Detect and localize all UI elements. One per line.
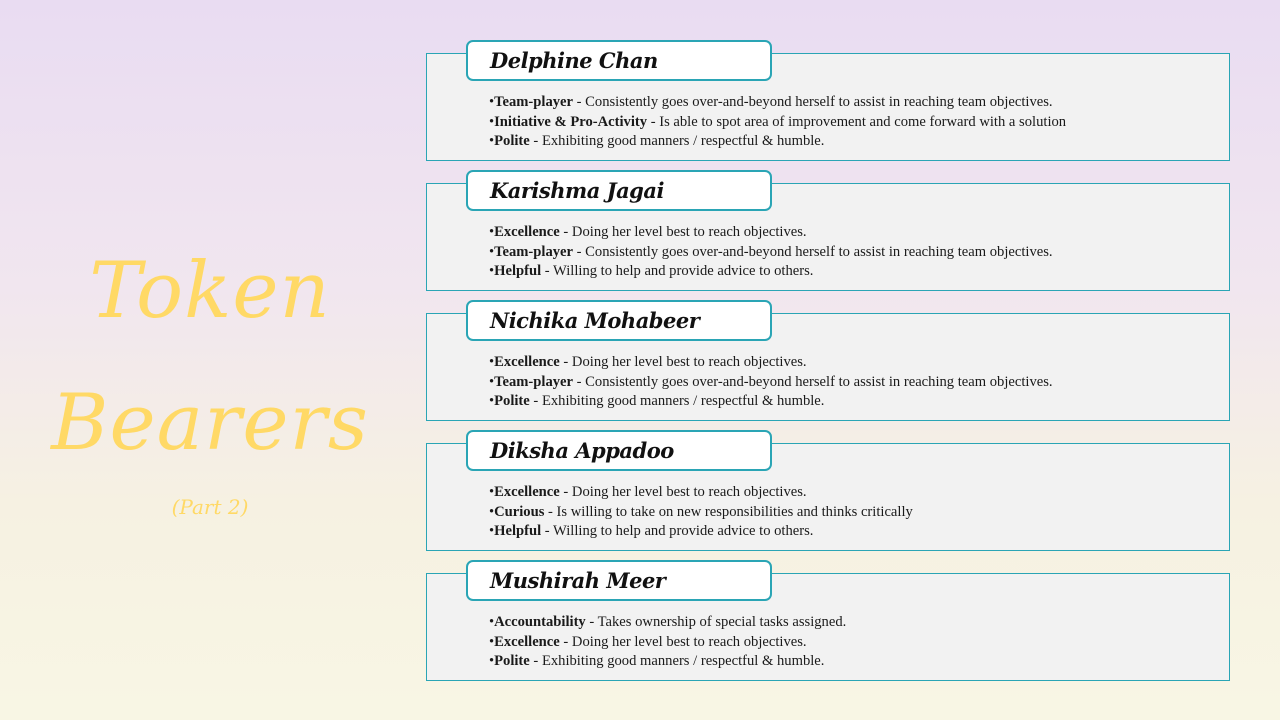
- bullet: •: [489, 523, 495, 540]
- trait-item: [489, 652, 1219, 672]
- trait-label: Team-player: [494, 373, 574, 390]
- trait-desc: - Doing her level best to reach objectives.: [559, 224, 807, 240]
- trait-label: Team-player: [494, 94, 574, 110]
- trait-item: [489, 522, 1219, 542]
- slide-title: [40, 225, 380, 519]
- trait-item: [489, 243, 1219, 263]
- trait-item: [489, 503, 1219, 523]
- bullet: •: [489, 373, 495, 390]
- bullet: •: [489, 503, 495, 520]
- trait-list: [489, 353, 1219, 412]
- trait-label: Excellence: [494, 354, 560, 370]
- bullet: •: [489, 614, 495, 630]
- trait-desc: - Is willing to take on new responsibilities and thinks critically: [544, 503, 913, 520]
- trait-desc: - Doing her level best to reach objectives.: [559, 354, 807, 370]
- trait-label: Team-player: [494, 243, 574, 260]
- people-list: [426, 40, 1230, 690]
- trait-list: [489, 483, 1219, 542]
- trait-label: Accountability: [494, 614, 586, 630]
- bullet: •: [489, 113, 495, 130]
- trait-desc: - Exhibiting good manners / respectful & humble.: [529, 133, 825, 150]
- trait-label: Polite: [494, 133, 530, 150]
- trait-item: [489, 392, 1219, 412]
- person-card: [426, 300, 1230, 420]
- trait-item: [489, 223, 1219, 243]
- trait-label: Excellence: [494, 484, 560, 500]
- title-line-2: Bearers: [51, 378, 369, 468]
- trait-desc: - Takes ownership of special tasks assigned.: [585, 614, 847, 630]
- trait-label: Initiative & Pro-Activity: [494, 113, 648, 130]
- trait-desc: - Consistently goes over-and-beyond herself to assist in reaching team objectives.: [573, 94, 1053, 110]
- trait-item: [489, 353, 1219, 373]
- trait-list: [489, 93, 1219, 152]
- person-card: [426, 430, 1230, 550]
- trait-item: [489, 633, 1219, 653]
- person-card: [426, 40, 1230, 160]
- bullet: •: [489, 393, 495, 410]
- trait-list: [489, 613, 1219, 672]
- trait-label: Helpful: [494, 523, 542, 540]
- trait-label: Excellence: [494, 224, 560, 240]
- trait-desc: - Willing to help and provide advice to others.: [541, 523, 814, 540]
- trait-item: [489, 93, 1219, 113]
- person-card: [426, 170, 1230, 290]
- trait-item: [489, 373, 1219, 393]
- trait-item: [489, 262, 1219, 282]
- trait-desc: - Willing to help and provide advice to others.: [541, 263, 814, 280]
- bullet: •: [489, 633, 495, 650]
- trait-desc: - Doing her level best to reach objectives.: [559, 633, 807, 650]
- person-name: Nichika Mohabeer: [466, 300, 772, 341]
- person-name: Delphine Chan: [466, 40, 772, 81]
- trait-item: [489, 613, 1219, 633]
- trait-desc: - Exhibiting good manners / respectful & humble.: [529, 653, 825, 670]
- trait-desc: - Exhibiting good manners / respectful & humble.: [529, 393, 825, 410]
- bullet: •: [489, 354, 495, 370]
- trait-item: [489, 113, 1219, 133]
- trait-label: Polite: [494, 653, 530, 670]
- person-name: Diksha Appadoo: [466, 430, 772, 471]
- title-subtitle: (Part 2): [171, 495, 249, 519]
- trait-label: Helpful: [494, 263, 542, 280]
- bullet: •: [489, 133, 495, 150]
- bullet: •: [489, 653, 495, 670]
- bullet: •: [489, 224, 495, 240]
- trait-desc: - Is able to spot area of improvement and come forward with a solution: [647, 113, 1067, 130]
- person-card: [426, 560, 1230, 680]
- title-line-1: Token: [89, 246, 331, 336]
- bullet: •: [489, 243, 495, 260]
- trait-item: [489, 132, 1219, 152]
- bullet: •: [489, 263, 495, 280]
- trait-desc: - Consistently goes over-and-beyond herself to assist in reaching team objectives.: [573, 373, 1053, 390]
- person-name: Mushirah Meer: [466, 560, 772, 601]
- trait-desc: - Consistently goes over-and-beyond herself to assist in reaching team objectives.: [573, 243, 1053, 260]
- trait-label: Curious: [494, 503, 545, 520]
- bullet: •: [489, 484, 495, 500]
- trait-label: Excellence: [494, 633, 560, 650]
- trait-desc: - Doing her level best to reach objectives.: [559, 484, 807, 500]
- trait-item: [489, 483, 1219, 503]
- person-name: Karishma Jagai: [466, 170, 772, 211]
- bullet: •: [489, 94, 495, 110]
- trait-list: [489, 223, 1219, 282]
- trait-label: Polite: [494, 393, 530, 410]
